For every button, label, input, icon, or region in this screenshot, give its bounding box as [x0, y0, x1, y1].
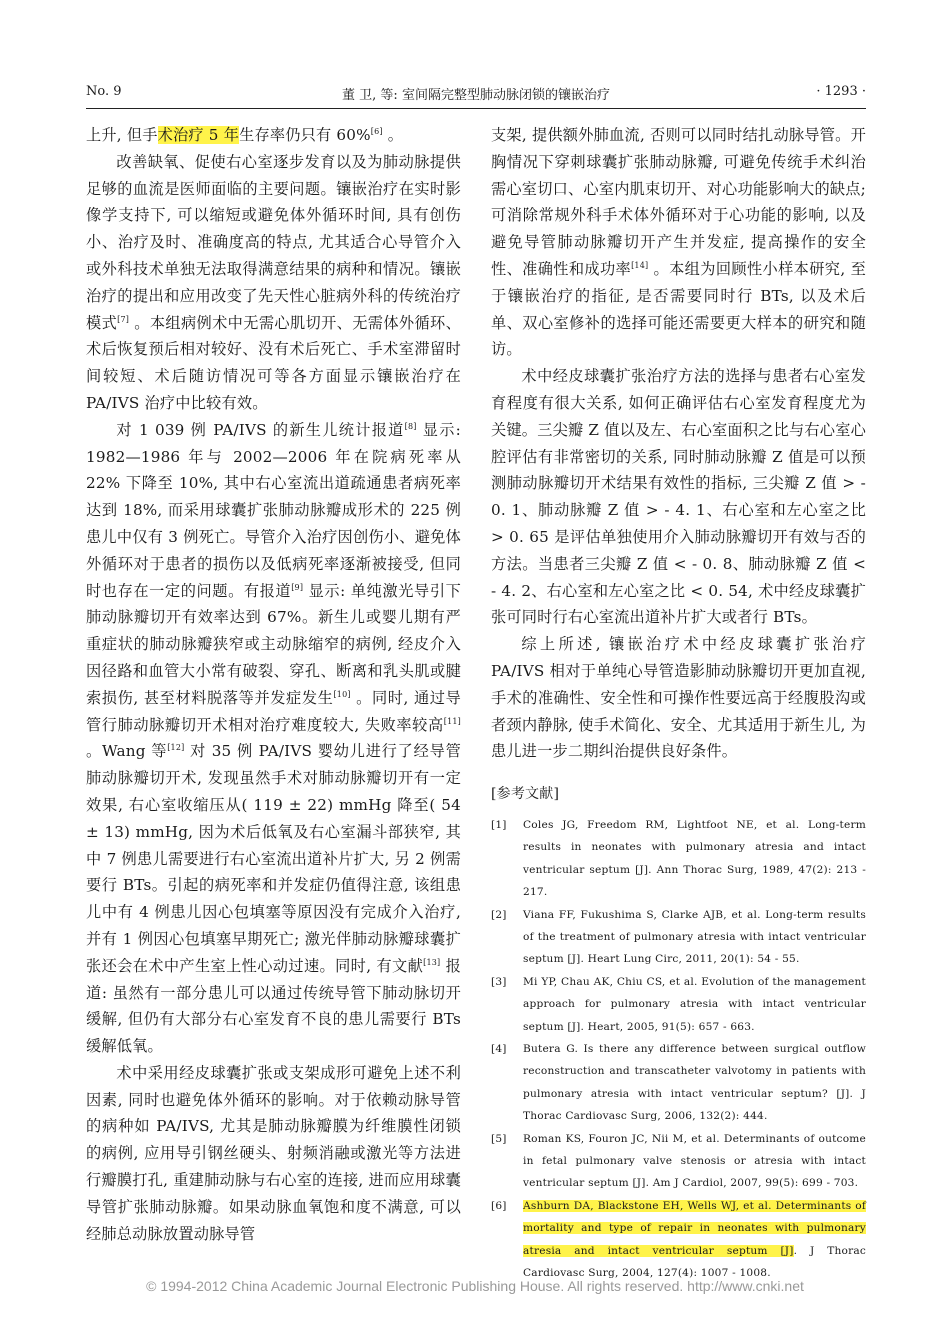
text-run: 支架, 提供额外肺血流, 否则可以同时结扎动脉导管。开胸情况下穿刺球囊扩张肺动脉瓣, 可避免传统手术纠治需心室切口、心室内肌束切开、对心功能影响大的缺点; 可消除常规外科手术体外循环对于心功能的影响, 以及避免导管肺动脉瓣切开产生并发症, 提高操作的安全性、准确性和成功率	[491, 126, 866, 278]
text-run: 。同时, 通过导管行肺动脉瓣切开术相对治疗难度较大, 失败率较高	[86, 688, 461, 734]
running-title: 董 卫, 等: 室间隔完整型肺动脉闭锁的镶嵌治疗	[342, 88, 610, 103]
text-run: 生存率仍只有 60%	[239, 126, 371, 144]
copyright-footer: © 1994-2012 China Academic Journal Electronic Publishing House. All rights reserved. http://www.cnki.net	[146, 1278, 804, 1294]
reference-number: [6]	[491, 1199, 507, 1212]
paragraph: 综上所述, 镶嵌治疗术中经皮球囊扩张治疗 PA/IVS 相对于单纯心导管造影肺动脉瓣切开更加直视, 手术的准确性、安全性和可操作性要远高于经腹股沟或者颈内静脉, 使手术简化、安全、尤其适用于新生儿, 为患儿进一步二期纠治提供良好条件。	[491, 635, 866, 761]
reference-item	[491, 814, 866, 904]
reference-item-highlighted	[491, 1195, 866, 1285]
paragraph	[86, 122, 461, 149]
highlighted-text: 术治疗 5 年	[157, 126, 240, 144]
text-run: 对 1 039 例 PA/IVS 的新生儿统计报道	[116, 420, 405, 439]
text-run: 。Wang 等	[86, 742, 168, 761]
citation: [9]	[291, 582, 304, 592]
reference-text: Roman KS, Fouron JC, Nii M, et al. Determinants of outcome in fetal pulmonary valve stenosis or atresia with intact ventricular septum [J]. Am J Cardiol, 2007, 99(5): 699 - 703.	[523, 1132, 866, 1190]
text-run: 改善缺氧、促使右心室逐步发育以及为肺动脉提供足够的血流是医师面临的主要问题。镶嵌治疗在实时影像学支持下, 可以缩短或避免体外循环时间, 具有创伤小、治疗及时、准确度高的特点, 尤其适合心导管介入或外科技术单独无法取得满意结果的病种和情况。镶嵌治疗的提出和应用改变了先天性心脏病外科的传统治疗模式	[86, 152, 461, 332]
citation: [14]	[631, 260, 649, 270]
citation: [12]	[167, 743, 185, 753]
citation: [8]	[404, 421, 417, 431]
reference-item	[491, 904, 866, 971]
running-header	[86, 84, 866, 104]
highlighted-text: Ashburn DA, Blackstone EH, Wells WJ, et al. Determinants of mortality and type of repair in neonates with pulmonary atresia and intact ventricular septum [J]	[523, 1199, 866, 1257]
text-run: 显示: 1982—1986 年与 2002—2006 年在院病死率从 22% 下降至 10%, 其中右心室流出道疏通患者病死率达到 18%, 而采用球囊扩张肺动脉瓣成形术的 225 例患儿中仅有 3 例死亡。导管介入治疗因创伤小、避免体外循环对于患者的损伤以及低病死率逐渐被接受, 但同时也存在一定的问题。有报道	[86, 420, 461, 600]
citation: [13]	[423, 957, 441, 967]
paragraph	[491, 122, 866, 363]
reference-number: [5]	[491, 1132, 507, 1145]
citation: [6]	[370, 126, 383, 136]
paragraph: 术中经皮球囊扩张治疗方法的选择与患者右心室发育程度有很大关系, 如何正确评估右心室发育程度尤为关键。三尖瓣 Z 值以及左、右心室面积之比与右心室心腔评估有非常密切的关系, 同时肺动脉瓣 Z 值是可以预测肺动脉瓣切开术结果有效性的指标, 三尖瓣 Z 值 > - 0. 1、肺动脉瓣 Z 值 > - 4. 1、右心室和左心室之比 > 0. 65 是评估单独使用介入肺动脉瓣切开有效与否的方法。当患者三尖瓣 Z 值 < - 0. 8、肺动脉瓣 Z 值 < - 4. 2、右心室和左心室之比 < 0. 54, 术中经皮球囊扩张可同时行右心室流出道补片扩大或者行 BTs。	[491, 367, 866, 627]
reference-text: Coles JG, Freedom RM, Lightfoot NE, et al. Long-term results in neonates with pulmonary atresia and intact ventricular septum [J]. Ann Thorac Surg, 1989, 47(2): 213 - 217.	[523, 818, 866, 899]
citation: [7]	[117, 314, 130, 324]
issue-number: No. 9	[86, 84, 122, 99]
reference-number: [3]	[491, 975, 507, 988]
reference-list	[491, 814, 866, 1285]
reference-item	[491, 1038, 866, 1128]
left-column	[86, 122, 461, 1247]
text-run: 对 35 例 PA/IVS 婴幼儿进行了经导管肺动脉瓣切开术, 发现虽然手术对肺动脉瓣切开有一定效果, 右心室收缩压从( 119 ± 22) mmHg 降至( 54 ± 13) mmHg, 因为术后低氧及右心室漏斗部狭窄, 其中 7 例患儿需要进行右心室流出道补片扩大, 另 2 例需要行 BTs。引起的病死率和并发症仍值得注意, 该组患儿中有 4 例患儿因心包填塞等原因没有完成介入治疗, 并有 1 例因心包填塞早期死亡; 激光伴肺动脉瓣球囊扩张还会在术中产生室上性心动过速。同时, 有文献	[86, 742, 461, 975]
reference-item	[491, 971, 866, 1038]
paragraph	[86, 417, 461, 1060]
reference-number: [1]	[491, 818, 507, 831]
references-heading: [参考文献]	[491, 786, 560, 803]
text-run: 报道: 虽然有一部分患儿可以通过传统导管下肺动脉切开缓解, 但仍有大部分右心室发育不良的患儿需要行 BTs 缓解低氧。	[86, 956, 461, 1056]
header-rule	[86, 108, 866, 109]
reference-text: Mi YP, Chau AK, Chiu CS, et al. Evolution of the management approach for pulmonary atresia with intact ventricular septum [J]. Heart, 2005, 91(5): 657 - 663.	[523, 975, 866, 1033]
right-column	[491, 122, 866, 1284]
text-run: 。本组为回顾性小样本研究, 至于镶嵌治疗的指征, 是否需要同时行 BTs, 以及术后单、双心室修补的选择可能还需要更大样本的研究和随访。	[491, 259, 866, 359]
paragraph	[86, 149, 461, 417]
page-number: · 1293 ·	[816, 84, 866, 99]
citation: [10]	[333, 689, 351, 699]
text-run: 。本组病例术中无需心肌切开、无需体外循环、术后恢复预后相对较好、没有术后死亡、手术室滞留时间较短、术后随访情况可等各方面显示镶嵌治疗在 PA/IVS 治疗中比较有效。	[86, 313, 461, 412]
text-run: 。	[382, 126, 404, 144]
paragraph: 术中采用经皮球囊扩张或支架成形可避免上述不利因素, 同时也避免体外循环的影响。对于依赖动脉导管的病种如 PA/IVS, 尤其是肺动脉瓣膜为纤维膜性闭锁的病例, 应用导引钢丝硬头、射频消融或激光等方法进行瓣膜打孔, 重建肺动脉与右心室的连接, 进而应用球囊导管扩张肺动脉瓣。如果动脉血氧饱和度不满意, 可以经肺总动脉放置动脉导管	[86, 1063, 461, 1243]
reference-text: . J Thorac Cardiovasc Surg, 2004, 127(4): 1007 - 1008.	[523, 1244, 866, 1280]
text-run: 上升, 但手	[86, 126, 158, 144]
reference-number: [2]	[491, 908, 507, 921]
reference-item	[491, 1128, 866, 1195]
text-run: 显示: 单纯激光导引下肺动脉瓣切开有效率达到 67%。新生儿或婴儿期有严重症状的肺动脉瓣狭窄或主动脉缩窄的病例, 经皮介入因径路和血管大小常有破裂、穿孔、断离和乳头肌或腱索损伤, 甚至材料脱落等并发症发生	[86, 581, 461, 707]
reference-text: Viana FF, Fukushima S, Clarke AJB, et al. Long-term results of the treatment of pulmonary atresia with intact ventricular septum [J]. Heart Lung Circ, 2011, 20(1): 54 - 55.	[523, 908, 866, 966]
citation: [11]	[443, 716, 461, 726]
reference-text: Butera G. Is there any difference between surgical outflow reconstruction and transcatheter valvotomy in patients with pulmonary atresia with intact ventricular septum? [J]. J Thorac Cardiovasc Surg, 2006, 132(2): 444.	[523, 1042, 866, 1123]
reference-number: [4]	[491, 1042, 507, 1055]
